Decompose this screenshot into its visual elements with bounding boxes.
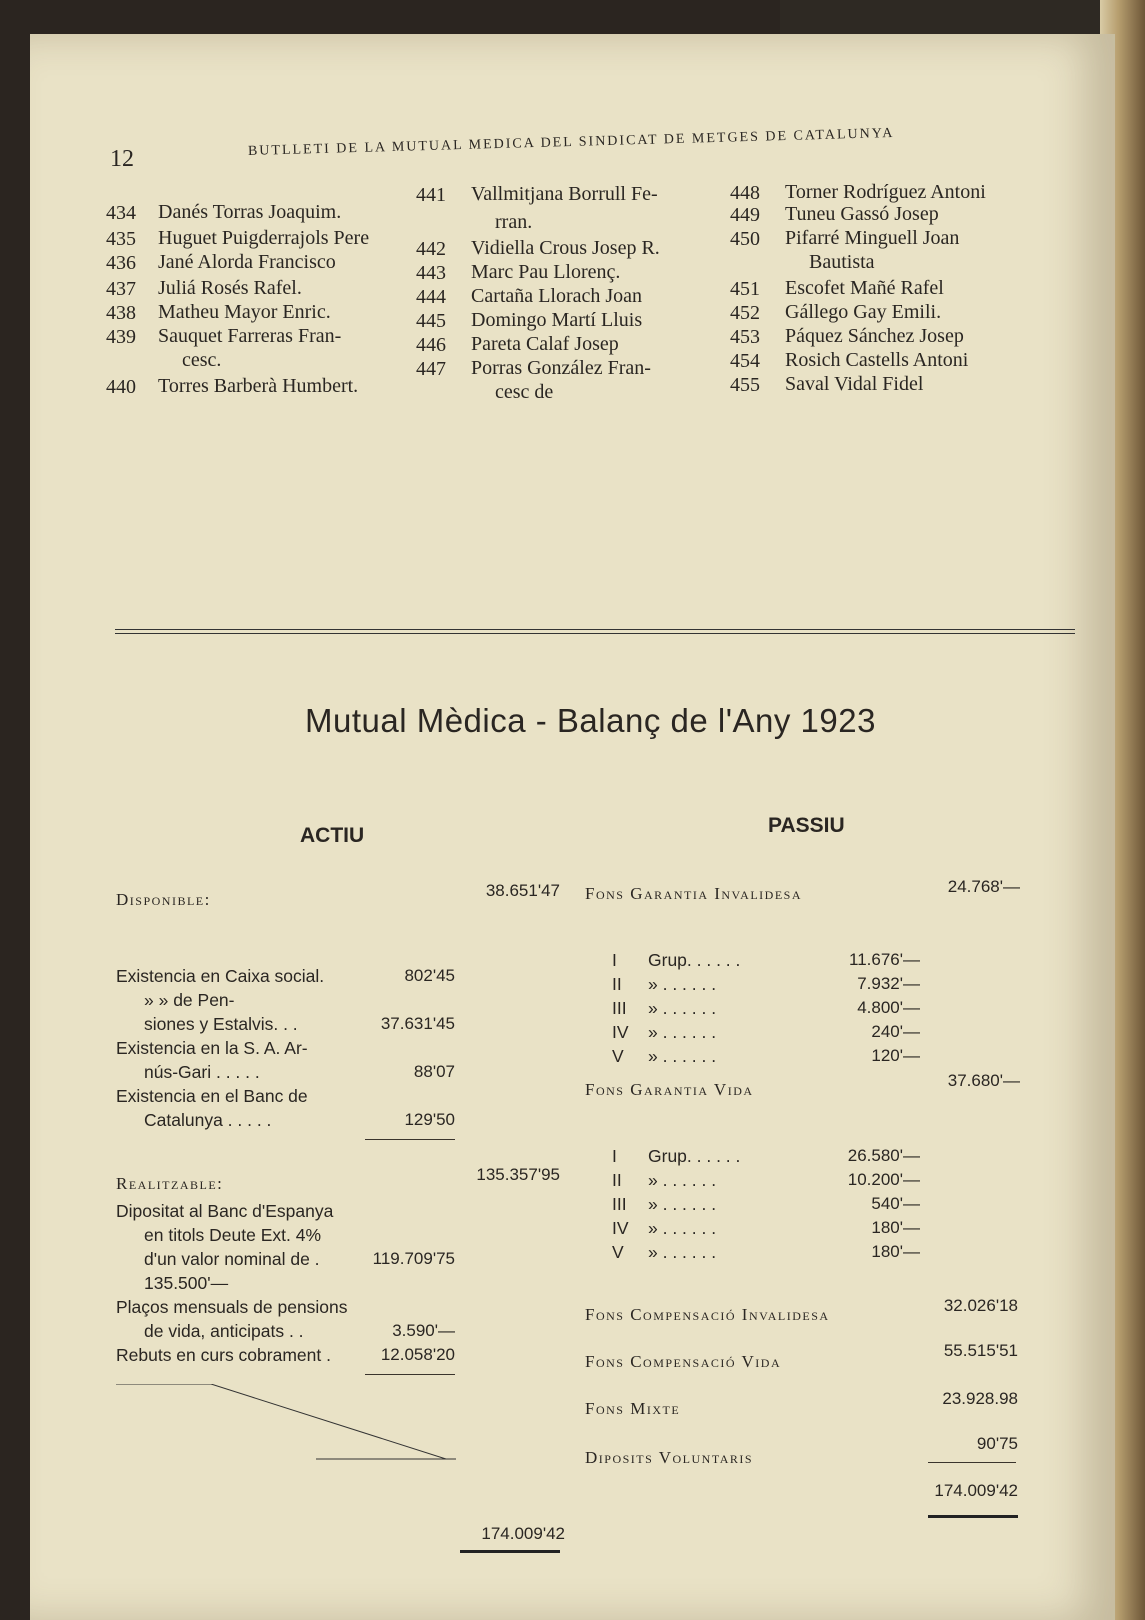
member-number: 450 (730, 228, 760, 250)
group-label: » . . . . . . (648, 1242, 717, 1262)
group-numeral: V (612, 1046, 624, 1066)
group-label: » . . . . . . (648, 998, 717, 1018)
passiu-heading: PASSIU (768, 814, 845, 837)
member-number: 436 (106, 252, 136, 274)
group-label: » . . . . . . (648, 1218, 717, 1238)
group-label: » . . . . . . (648, 1170, 717, 1190)
group-amount: 11.676'— (849, 950, 920, 969)
balance-line-amount: 3.590'— (392, 1321, 455, 1340)
member-number: 437 (106, 278, 136, 300)
fund-label: Diposits Voluntaris (585, 1448, 754, 1467)
member-name: Huguet Puigderrajols Pere (158, 227, 370, 249)
balance-line-text: en titols Deute Ext. 4% (144, 1225, 322, 1245)
member-name: Escofet Mañé Rafel (785, 277, 944, 299)
member-number: 442 (416, 238, 446, 260)
member-name: Pifarré Minguell Joan (785, 227, 960, 249)
balance-line-text: Rebuts en curs cobrament . (116, 1345, 331, 1365)
fund-amount: 23.928.98 (942, 1389, 1018, 1408)
running-header: BUTLLETI DE LA MUTUAL MEDICA DEL SINDICAT DE METGES DE CATALUNYA (247, 125, 895, 159)
member-number: 455 (730, 374, 760, 396)
member-name: Saval Vidal Fidel (785, 373, 924, 395)
dark-background (780, 0, 1145, 34)
actiu-heading: ACTIU (300, 824, 365, 847)
group-label: » . . . . . . (648, 1046, 717, 1066)
page-number: 12 (110, 146, 134, 172)
page-title: Mutual Mèdica - Balanç de l'Any 1923 (305, 702, 876, 739)
member-name: Gállego Gay Emili. (785, 301, 942, 323)
section-divider (115, 629, 1075, 634)
group-amount: 180'— (871, 1218, 920, 1237)
group-amount: 7.932'— (857, 974, 920, 993)
balance-line-text: Plaços mensuals de pensions (116, 1297, 348, 1317)
subtotal-rule (365, 1139, 455, 1140)
balance-line-text: Existencia en la S. A. Ar- (116, 1038, 308, 1058)
group-label: Grup. . . . . . (648, 950, 741, 970)
group-label: » . . . . . . (648, 1194, 717, 1214)
balance-line-text: Dipositat al Banc d'Espanya (116, 1201, 334, 1221)
fund-amount: 55.515'51 (943, 1341, 1018, 1360)
member-number: 434 (106, 202, 136, 224)
subtotal-rule (928, 1462, 1016, 1463)
realitzable-label: Realitzable: (116, 1174, 224, 1193)
group-label: Grup. . . . . . (648, 1146, 741, 1166)
member-number: 441 (416, 184, 446, 206)
balance-line-amount: 119.709'75 (372, 1249, 455, 1268)
fund-label: Fons Mixte (585, 1399, 681, 1418)
member-number: 438 (106, 302, 136, 324)
member-name: Sauquet Farreras Fran- (158, 325, 342, 347)
member-name: Vallmitjana Borrull Fe- (471, 183, 658, 205)
member-number: 451 (730, 278, 760, 300)
member-number: 446 (416, 334, 446, 356)
group-numeral: IV (612, 1022, 629, 1042)
balance-line-amount: 12.058'20 (380, 1345, 455, 1364)
balance-line-text: Existencia en Caixa social. (116, 966, 325, 986)
member-name: Tuneu Gassó Josep (785, 203, 939, 225)
fons-garantia-vida-label: Fons Garantia Vida (585, 1080, 754, 1099)
balance-line-text: » » de Pen- (144, 990, 235, 1010)
group-amount: 180'— (871, 1242, 920, 1261)
group-numeral: II (612, 1170, 622, 1190)
balance-line-amount: 802'45 (404, 966, 455, 985)
balance-line-amount: 37.631'45 (380, 1014, 455, 1033)
balance-line-text: Existencia en el Banc de (116, 1086, 308, 1106)
member-name: Marc Pau Llorenç. (471, 261, 621, 283)
member-name: Cartaña Llorach Joan (471, 285, 643, 307)
member-name-continued: cesc de (495, 381, 554, 403)
balance-line-text: de vida, anticipats . . (144, 1321, 304, 1341)
group-amount: 120'— (871, 1046, 920, 1065)
closing-flourish (116, 1384, 456, 1464)
member-name: Porras González Fran- (471, 357, 651, 379)
group-numeral: III (612, 1194, 627, 1214)
member-name: Juliá Rosés Rafel. (158, 277, 302, 299)
total-rule (460, 1550, 560, 1553)
member-number: 449 (730, 204, 760, 226)
member-number: 443 (416, 262, 446, 284)
member-number: 447 (416, 358, 446, 380)
member-number: 444 (416, 286, 446, 308)
passiu-grand-total: 174.009'42 (934, 1481, 1018, 1500)
group-numeral: I (612, 950, 617, 970)
group-label: » . . . . . . (648, 1022, 717, 1042)
member-number: 448 (730, 182, 760, 204)
member-name: Matheu Mayor Enric. (158, 301, 331, 323)
subtotal-rule (365, 1374, 455, 1375)
member-name: Torner Rodríguez Antoni (785, 181, 986, 203)
member-name: Jané Alorda Francisco (158, 251, 336, 273)
member-name-continued: rran. (495, 211, 533, 233)
total-rule (928, 1515, 1018, 1518)
member-name: Danés Torras Joaquim. (158, 201, 342, 223)
group-amount: 540'— (871, 1194, 920, 1213)
page (30, 34, 1115, 1620)
member-number: 452 (730, 302, 760, 324)
fons-garantia-invalidesa-total: 24.768'— (947, 877, 1020, 896)
member-number: 439 (106, 326, 136, 348)
group-label: » . . . . . . (648, 974, 717, 994)
realitzable-total: 135.357'95 (476, 1165, 560, 1184)
group-numeral: IV (612, 1218, 629, 1238)
member-name: Torres Barberà Humbert. (158, 375, 359, 397)
member-name: Domingo Martí Lluis (471, 309, 643, 331)
group-amount: 4.800'— (857, 998, 920, 1017)
balance-line-text: Catalunya . . . . . (144, 1110, 272, 1130)
balance-line-amount: 88'07 (413, 1062, 455, 1081)
group-numeral: V (612, 1242, 624, 1262)
group-amount: 10.200'— (847, 1170, 920, 1189)
group-numeral: III (612, 998, 627, 1018)
balance-line-amount: 129'50 (404, 1110, 455, 1129)
member-name: Páquez Sánchez Josep (785, 325, 964, 347)
actiu-grand-total: 174.009'42 (481, 1524, 565, 1543)
member-name: Pareta Calaf Josep (471, 333, 619, 355)
member-number: 454 (730, 350, 760, 372)
group-amount: 26.580'— (847, 1146, 920, 1165)
fund-amount: 90'75 (976, 1434, 1018, 1453)
fund-label: Fons Compensació Vida (585, 1352, 782, 1371)
fons-garantia-invalidesa-label: Fons Garantia Invalidesa (585, 884, 803, 903)
balance-line-text: nús-Gari . . . . . (144, 1062, 260, 1082)
disponible-label: Disponible: (116, 890, 211, 909)
group-numeral: I (612, 1146, 617, 1166)
group-amount: 240'— (871, 1022, 920, 1041)
group-numeral: II (612, 974, 622, 994)
fund-amount: 32.026'18 (943, 1296, 1018, 1315)
fund-label: Fons Compensació Invalidesa (585, 1305, 830, 1324)
disponible-total: 38.651'47 (485, 881, 560, 900)
member-number: 453 (730, 326, 760, 348)
member-name: Vidiella Crous Josep R. (471, 237, 660, 259)
balance-line-text: siones y Estalvis. . . (144, 1014, 298, 1034)
member-name: Rosich Castells Antoni (785, 349, 969, 371)
balance-line-text: d'un valor nominal de . (144, 1249, 320, 1269)
member-number: 445 (416, 310, 446, 332)
member-number: 435 (106, 228, 136, 250)
member-name-continued: Bautista (809, 251, 875, 273)
member-number: 440 (106, 376, 136, 398)
fons-garantia-vida-total: 37.680'— (947, 1071, 1020, 1090)
balance-line-text: 135.500'— (144, 1273, 229, 1293)
member-name-continued: cesc. (182, 349, 222, 371)
